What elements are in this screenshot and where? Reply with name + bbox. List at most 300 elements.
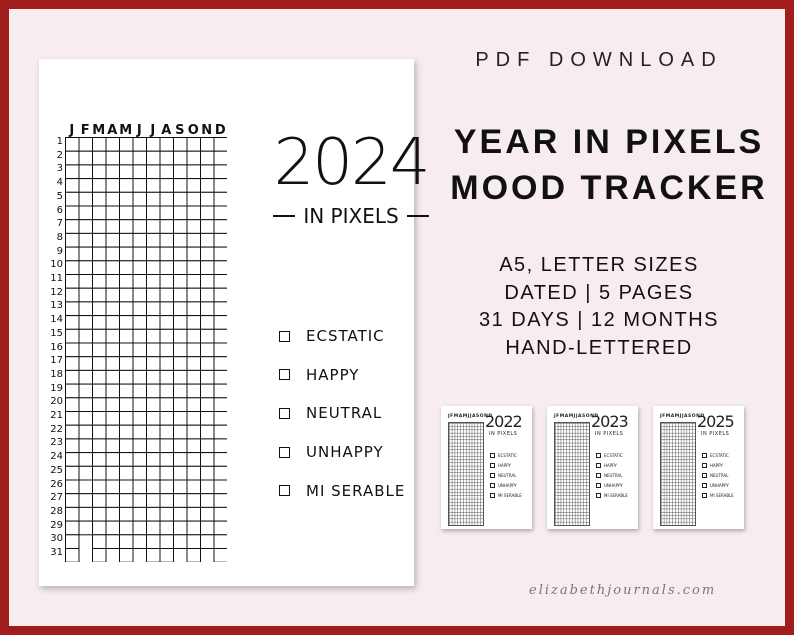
- pixel-cell: [120, 384, 134, 398]
- day-number: 29: [50, 519, 63, 531]
- pixel-cell: [79, 275, 93, 289]
- pixel-cell: [133, 535, 147, 549]
- pixel-cell: [187, 357, 201, 371]
- day-number: 26: [50, 478, 63, 490]
- day-number: 8: [56, 231, 63, 243]
- pixel-cell: [133, 480, 147, 494]
- pixel-cell: [160, 549, 174, 563]
- pixel-cell: [214, 535, 227, 549]
- pixel-cell: [214, 384, 227, 398]
- pixel-cell: [187, 494, 201, 508]
- pixel-cell: [120, 535, 134, 549]
- pixel-cell: [201, 247, 215, 261]
- pixel-cell: [201, 507, 215, 521]
- pixel-cell: [201, 206, 215, 220]
- pixel-cell: [66, 521, 80, 535]
- day-number: 9: [56, 245, 63, 257]
- pixel-cell: [147, 206, 161, 220]
- pixel-cell: [160, 206, 174, 220]
- pixel-cell: [66, 192, 80, 206]
- thumb-months: JFMAMJJASOND: [448, 414, 493, 419]
- pixel-cell: [120, 151, 134, 165]
- pixel-cell: [160, 247, 174, 261]
- pixel-cell: [174, 179, 188, 193]
- pixel-cell: [106, 179, 120, 193]
- pixel-cell: [120, 192, 134, 206]
- pixel-cell: [93, 138, 107, 152]
- pixel-cell: [160, 165, 174, 179]
- month-label: J: [150, 123, 156, 138]
- pixel-cell: [120, 480, 134, 494]
- pixel-cell: [106, 192, 120, 206]
- pixel-cell: [187, 480, 201, 494]
- pixel-cell: [147, 398, 161, 412]
- month-label: F: [80, 123, 90, 138]
- pixel-cell: [147, 507, 161, 521]
- pixel-cell: [93, 439, 107, 453]
- pixel-cell: [187, 179, 201, 193]
- pixel-cell: [106, 288, 120, 302]
- pixel-cell: [120, 275, 134, 289]
- month-label: O: [187, 123, 199, 138]
- pixel-cell: [214, 302, 227, 316]
- pixel-cell: [160, 151, 174, 165]
- pixel-cell: [160, 535, 174, 549]
- pixel-cell: [120, 302, 134, 316]
- pixel-cell: [120, 288, 134, 302]
- pixel-cell: [106, 138, 120, 152]
- pixel-cell: [120, 220, 134, 234]
- pixel-cell: [147, 535, 161, 549]
- thumb-legend: ECSTATIC HAPPY NEUTRAL UNHAPPY MI SERABLE: [490, 450, 522, 500]
- pixel-cell: [120, 233, 134, 247]
- pixel-cell: [133, 425, 147, 439]
- pixel-cell: [147, 494, 161, 508]
- pixel-cell: [147, 466, 161, 480]
- pixel-cell: [174, 521, 188, 535]
- pixel-cell: [106, 425, 120, 439]
- month-label: J: [69, 123, 75, 138]
- pixel-cell: [160, 302, 174, 316]
- pixel-cell: [187, 192, 201, 206]
- pixel-cell: [93, 370, 107, 384]
- pixel-cell: [187, 316, 201, 330]
- pixel-cell: [214, 370, 227, 384]
- pixel-cell: [174, 192, 188, 206]
- pixel-cell: [160, 370, 174, 384]
- pixel-cell: [93, 357, 107, 371]
- pixel-cell: [93, 466, 107, 480]
- pixel-cell: [147, 384, 161, 398]
- pixel-cell: [66, 261, 80, 275]
- pixel-cell: [79, 316, 93, 330]
- pixel-cell: [160, 521, 174, 535]
- pixel-cell: [187, 453, 201, 467]
- pixel-cell: [147, 480, 161, 494]
- pixel-cell: [147, 288, 161, 302]
- pixel-cell: [147, 439, 161, 453]
- pixel-cell: [106, 480, 120, 494]
- pixel-cell: [160, 453, 174, 467]
- pixel-cell: [160, 480, 174, 494]
- pixel-cell: [93, 261, 107, 275]
- sheet-year: 2024: [273, 126, 429, 200]
- pixel-cell: [147, 275, 161, 289]
- pixel-cell: [120, 329, 134, 343]
- pixel-cell: [79, 453, 93, 467]
- pixel-cell: [66, 384, 80, 398]
- pixel-cell: [79, 384, 93, 398]
- day-number: 11: [50, 273, 63, 284]
- pixel-cell: [174, 398, 188, 412]
- pixel-cell: [66, 425, 80, 439]
- pixel-cell: [187, 439, 201, 453]
- pixel-cell: [214, 466, 227, 480]
- pixel-cell: [187, 220, 201, 234]
- pixel-cell: [147, 521, 161, 535]
- pixel-grid: [65, 137, 227, 562]
- pixel-cell: [66, 535, 80, 549]
- pixel-cell: [106, 370, 120, 384]
- pixel-cell: [147, 357, 161, 371]
- pixel-cell: [147, 316, 161, 330]
- thumb-grid: [660, 422, 696, 526]
- checkbox-icon: [279, 447, 290, 458]
- pixel-cell: [187, 384, 201, 398]
- pixel-cell: [201, 220, 215, 234]
- pixel-cell: [214, 165, 227, 179]
- pixel-cell: [79, 343, 93, 357]
- pixel-cell: [160, 275, 174, 289]
- pixel-cell: [79, 439, 93, 453]
- pixel-cell: [106, 535, 120, 549]
- day-number: 20: [50, 396, 63, 408]
- title-line-2: MOOD TRACKER: [450, 169, 768, 207]
- thumb-year: 2022: [485, 412, 522, 431]
- checkbox-icon: [279, 485, 290, 496]
- pixel-cell: [201, 398, 215, 412]
- pixel-cell: [66, 398, 80, 412]
- pixel-cell: [120, 425, 134, 439]
- pixel-cell: [66, 165, 80, 179]
- pixel-cell: [201, 453, 215, 467]
- pixel-cell: [93, 151, 107, 165]
- pixel-cell: [201, 439, 215, 453]
- pixel-cell: [106, 233, 120, 247]
- month-label: N: [201, 123, 213, 138]
- pixel-cell: [201, 480, 215, 494]
- pixel-cell: [214, 425, 227, 439]
- pixel-cell: [133, 275, 147, 289]
- pixel-cell: [133, 329, 147, 343]
- legend-label: MI SERABLE: [306, 481, 406, 500]
- pixel-cell: [93, 192, 107, 206]
- pixel-cell: [160, 439, 174, 453]
- pixel-cell: [160, 412, 174, 426]
- pixel-cell: [201, 343, 215, 357]
- pixel-cell: [214, 439, 227, 453]
- pixel-cell: [160, 288, 174, 302]
- pixel-cell: [160, 192, 174, 206]
- pixel-cell: [93, 247, 107, 261]
- pixel-cell: [93, 412, 107, 426]
- pixel-cell: [201, 466, 215, 480]
- pixel-cell: [93, 288, 107, 302]
- pixel-cell: [66, 439, 80, 453]
- pixel-cell: [147, 302, 161, 316]
- pixel-cell: [133, 151, 147, 165]
- day-number: 18: [50, 368, 63, 380]
- pixel-cell: [201, 138, 215, 152]
- pixel-cell: [79, 151, 93, 165]
- pixel-cell: [120, 494, 134, 508]
- pixel-cell: [93, 329, 107, 343]
- pixel-cell: [133, 466, 147, 480]
- pixel-cell: [160, 398, 174, 412]
- legend-label: UNHAPPY: [306, 443, 384, 462]
- pixel-cell: [147, 370, 161, 384]
- pixel-cell: [214, 275, 227, 289]
- pixel-cell: [133, 288, 147, 302]
- pixel-cell: [187, 535, 201, 549]
- month-label: D: [214, 123, 226, 138]
- pixel-cell: [187, 507, 201, 521]
- pixel-cell: [79, 412, 93, 426]
- pixel-cell: [214, 206, 227, 220]
- pixel-cell: [147, 179, 161, 193]
- pixel-cell: [106, 316, 120, 330]
- pixel-cell: [120, 206, 134, 220]
- pixel-cell: [214, 453, 227, 467]
- pixel-cell: [133, 192, 147, 206]
- pixel-cell: [66, 507, 80, 521]
- legend-item: [279, 471, 405, 510]
- pdf-download-kicker: PDF DOWNLOAD: [475, 49, 723, 71]
- pixel-cell: [133, 165, 147, 179]
- pixel-cell: [120, 453, 134, 467]
- pixel-cell: [174, 329, 188, 343]
- pixel-cell: [214, 247, 227, 261]
- pixel-cell: [160, 138, 174, 152]
- pixel-cell: [93, 275, 107, 289]
- day-number: 2: [56, 149, 63, 161]
- thumb-subtitle: IN PIXELS: [595, 431, 624, 437]
- pixel-cell: [106, 165, 120, 179]
- pixel-cell: [93, 521, 107, 535]
- pixel-cell: [201, 357, 215, 371]
- day-number: 3: [56, 163, 63, 175]
- pixel-cell: [120, 179, 134, 193]
- day-number: 17: [50, 355, 63, 367]
- pixel-cell: [174, 138, 188, 152]
- pixel-cell: [187, 288, 201, 302]
- pixel-cell: [106, 439, 120, 453]
- day-number: 6: [56, 204, 63, 216]
- pixel-cell: [201, 425, 215, 439]
- pixel-cell: [147, 220, 161, 234]
- pixel-cell: [214, 288, 227, 302]
- pixel-cell: [106, 507, 120, 521]
- pixel-cell: [187, 206, 201, 220]
- feature-list: [429, 252, 769, 362]
- pixel-cell: [201, 412, 215, 426]
- pixel-cell: [187, 247, 201, 261]
- checkbox-icon: [279, 408, 290, 419]
- pixel-cell: [133, 138, 147, 152]
- pixel-cell: [160, 316, 174, 330]
- pixel-cell: [120, 165, 134, 179]
- pixel-cell: [79, 329, 93, 343]
- pixel-cell: [93, 494, 107, 508]
- pixel-cell: [187, 549, 201, 563]
- pixel-cell: [93, 384, 107, 398]
- month-label: A: [107, 123, 118, 138]
- pixel-cell: [201, 151, 215, 165]
- pixel-cell: [214, 521, 227, 535]
- day-number: 10: [50, 259, 63, 271]
- pixel-cell: [93, 316, 107, 330]
- pixel-cell: [201, 233, 215, 247]
- pixel-cell: [214, 329, 227, 343]
- pixel-cell: [201, 288, 215, 302]
- pixel-cell: [174, 466, 188, 480]
- pixel-cell: [133, 453, 147, 467]
- pixel-cell: [66, 370, 80, 384]
- pixel-cell: [79, 507, 93, 521]
- pixel-cell: [133, 439, 147, 453]
- thumbnail-2023: [547, 406, 638, 529]
- pixel-cell: [174, 535, 188, 549]
- pixel-cell: [187, 302, 201, 316]
- pixel-cell: [66, 453, 80, 467]
- pixel-cell: [147, 412, 161, 426]
- pixel-cell: [147, 165, 161, 179]
- pixel-cell: [187, 412, 201, 426]
- pixel-cell: [66, 494, 80, 508]
- feature-item: 31 DAYS | 12 MONTHS: [478, 309, 720, 331]
- pixel-cell: [187, 151, 201, 165]
- pixel-cell: [79, 138, 93, 152]
- pixel-cell: [79, 480, 93, 494]
- pixel-cell: [79, 192, 93, 206]
- pixel-cell: [201, 494, 215, 508]
- pixel-cell: [201, 261, 215, 275]
- pixel-cell: [106, 453, 120, 467]
- pixel-cell: [93, 220, 107, 234]
- pixel-cell: [133, 261, 147, 275]
- pixel-cell: [214, 398, 227, 412]
- pixel-cell: [174, 507, 188, 521]
- pixel-cell: [66, 412, 80, 426]
- pixel-cell: [174, 370, 188, 384]
- pixel-cell: [214, 357, 227, 371]
- pixel-cell: [201, 165, 215, 179]
- pixel-cell: [214, 261, 227, 275]
- pixel-cell: [106, 412, 120, 426]
- pixel-cell: [93, 165, 107, 179]
- pixel-cell: [66, 275, 80, 289]
- day-number: 23: [50, 437, 63, 449]
- pixel-cell: [106, 398, 120, 412]
- pixel-cell: [133, 343, 147, 357]
- pixel-cell: [214, 233, 227, 247]
- feature-item: A5, LETTER SIZES: [499, 254, 699, 276]
- pixel-cell: [66, 549, 80, 563]
- pixel-cell: [174, 316, 188, 330]
- pixel-cell: [187, 370, 201, 384]
- pixel-cell: [120, 507, 134, 521]
- thumb-months: JFMAMJJASOND: [554, 414, 599, 419]
- month-label: S: [175, 123, 185, 138]
- pixel-cell: [93, 535, 107, 549]
- pixel-cell: [79, 425, 93, 439]
- pixel-cell: [147, 247, 161, 261]
- pixel-cell: [133, 398, 147, 412]
- pixel-cell: [214, 343, 227, 357]
- pixel-cell: [147, 192, 161, 206]
- title-line-1: YEAR IN PIXELS: [453, 123, 765, 161]
- day-number: 16: [50, 341, 63, 353]
- pixel-cell: [120, 521, 134, 535]
- day-number: 1: [56, 136, 63, 147]
- pixel-cell: [66, 179, 80, 193]
- pixel-cell: [66, 138, 80, 152]
- pixel-cell: [66, 466, 80, 480]
- pixel-cell: [147, 329, 161, 343]
- pixel-cell: [174, 233, 188, 247]
- pixel-cell: [187, 329, 201, 343]
- pixel-cell: [147, 343, 161, 357]
- pixel-cell: [201, 384, 215, 398]
- pixel-cell: [66, 233, 80, 247]
- checkbox-icon: [279, 331, 290, 342]
- pixel-cell: [187, 466, 201, 480]
- pixel-cell: [66, 316, 80, 330]
- pixel-cell: [147, 233, 161, 247]
- pixel-cell: [160, 494, 174, 508]
- pixel-cell: [187, 275, 201, 289]
- pixel-cell: [106, 521, 120, 535]
- pixel-cell: [174, 165, 188, 179]
- pixel-cell: [187, 233, 201, 247]
- pixel-cell: [160, 220, 174, 234]
- pixel-cell: [93, 549, 107, 563]
- pixel-cell: [66, 329, 80, 343]
- pixel-cell: [187, 425, 201, 439]
- pixel-cell: [160, 466, 174, 480]
- subtitle-rule-right: [407, 215, 429, 217]
- pixel-cell: [133, 179, 147, 193]
- pixel-cell: [160, 425, 174, 439]
- pixel-cell: [120, 247, 134, 261]
- pixel-cell: [133, 233, 147, 247]
- pixel-cell: [106, 151, 120, 165]
- pixel-cell: [214, 412, 227, 426]
- pixel-cell: [93, 425, 107, 439]
- pixel-cell: [133, 302, 147, 316]
- pixel-cell: [120, 357, 134, 371]
- thumb-subtitle: IN PIXELS: [701, 431, 730, 437]
- pixel-cell: [66, 357, 80, 371]
- pixel-cell: [187, 138, 201, 152]
- month-label: M: [92, 123, 106, 138]
- pixel-cell: [187, 343, 201, 357]
- pixel-cell: [201, 370, 215, 384]
- pixel-cell: [106, 466, 120, 480]
- pixel-cell: [160, 261, 174, 275]
- pixel-cell: [147, 151, 161, 165]
- pixel-cell: [174, 206, 188, 220]
